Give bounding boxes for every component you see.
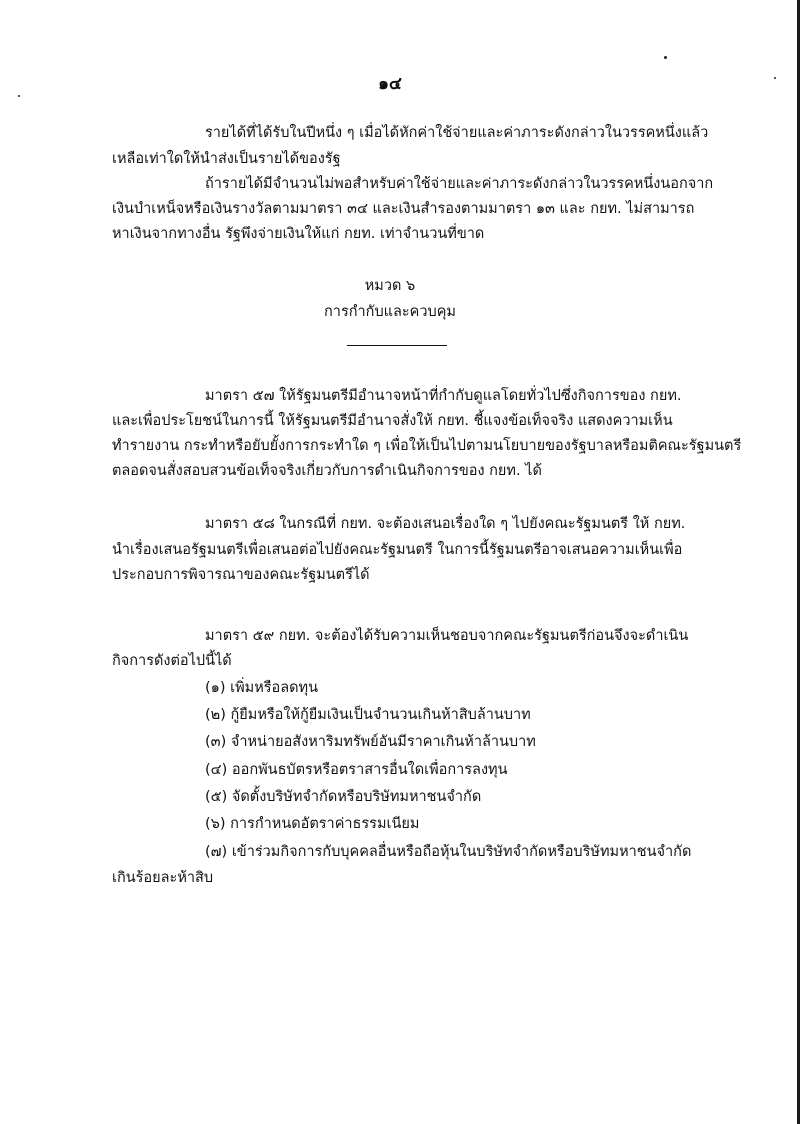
text-line: เหลือเท่าใดให้นำส่งเป็นรายได้ของรัฐ [112, 151, 341, 167]
list-item: (๓) จำหน่ายอสังหาริมทรัพย์อันมีราคาเกินห้าล้านบาท [205, 734, 536, 750]
text-line: และเพื่อประโยชน์ในการนี้ ให้รัฐมนตรีมีอำนาจสั่งให้ กยท. ชี้แจงข้อเท็จจริง แสดงความเห็น [112, 413, 673, 429]
list-item: (๔) ออกพันธบัตรหรือตราสารอื่นใดเพื่อการลงทุน [205, 762, 508, 778]
text-line: รายได้ที่ได้รับในปีหนึ่ง ๆ เมื่อได้หักค่าใช้จ่ายและค่าภาระดังกล่าวในวรรคหนึ่งแล้ว [205, 125, 709, 141]
text-line: หาเงินจากทางอื่น รัฐพึงจ่ายเงินให้แก่ กยท. เท่าจำนวนที่ขาด [112, 226, 485, 242]
text-line: กิจการดังต่อไปนี้ได้ [112, 653, 232, 669]
text-line: ถ้ารายได้มีจำนวนไม่พอสำหรับค่าใช้จ่ายและค่าภาระดังกล่าวในวรรคหนึ่งนอกจาก [205, 176, 714, 192]
chapter-number: หมวด ๖ [364, 278, 416, 294]
chapter-title: การกำกับและควบคุม [324, 304, 456, 320]
heading-divider [347, 345, 447, 346]
text-line: นำเรื่องเสนอรัฐมนตรีเพื่อเสนอต่อไปยังคณะรัฐมนตรี ในการนี้รัฐมนตรีอาจเสนอความเห็นเพื่อ [112, 542, 683, 558]
text-line: มาตรา ๕๙ กยท. จะต้องได้รับความเห็นชอบจากคณะรัฐมนตรีก่อนจึงจะดำเนิน [205, 628, 689, 644]
list-item: (๒) กู้ยืมหรือให้กู้ยืมเงินเป็นจำนวนเกินห้าสิบล้านบาท [205, 707, 531, 723]
text-line: มาตรา ๕๘ ในกรณีที่ กยท. จะต้องเสนอเรื่องใด ๆ ไปยังคณะรัฐมนตรี ให้ กยท. [205, 516, 686, 532]
scan-speck [18, 95, 20, 97]
page-number: ๑๔ [378, 74, 402, 94]
list-item: (๑) เพิ่มหรือลดทุน [205, 680, 319, 696]
scan-speck [664, 56, 667, 59]
text-line: ทำรายงาน กระทำหรือยับยั้งการกระทำใด ๆ เพื่อให้เป็นไปตามนโยบายของรัฐบาลหรือมติคณะรัฐมนตรี [112, 438, 742, 454]
text-line: เงินบำเหน็จหรือเงินรางวัลตามมาตรา ๓๔ และเงินสำรองตามมาตรา ๑๓ และ กยท. ไม่สามารถ [112, 201, 695, 217]
list-item: (๕) จัดตั้งบริษัทจำกัดหรือบริษัทมหาชนจำกัด [205, 789, 482, 805]
list-item: (๖) การกำหนดอัตราค่าธรรมเนียม [205, 816, 420, 832]
text-line: ตลอดจนสั่งสอบสวนข้อเท็จจริงเกี่ยวกับการดำเนินกิจการของ กยท. ได้ [112, 463, 542, 479]
list-item: (๗) เข้าร่วมกิจการกับบุคคลอื่นหรือถือหุ้นในบริษัทจำกัดหรือบริษัทมหาชนจำกัด [205, 844, 692, 860]
text-line: เกินร้อยละห้าสิบ [112, 870, 214, 886]
text-line: ประกอบการพิจารณาของคณะรัฐมนตรีได้ [112, 567, 370, 583]
text-line: มาตรา ๕๗ ให้รัฐมนตรีมีอำนาจหน้าที่กำกับดูแลโดยทั่วไปซึ่งกิจการของ กยท. [205, 388, 682, 404]
